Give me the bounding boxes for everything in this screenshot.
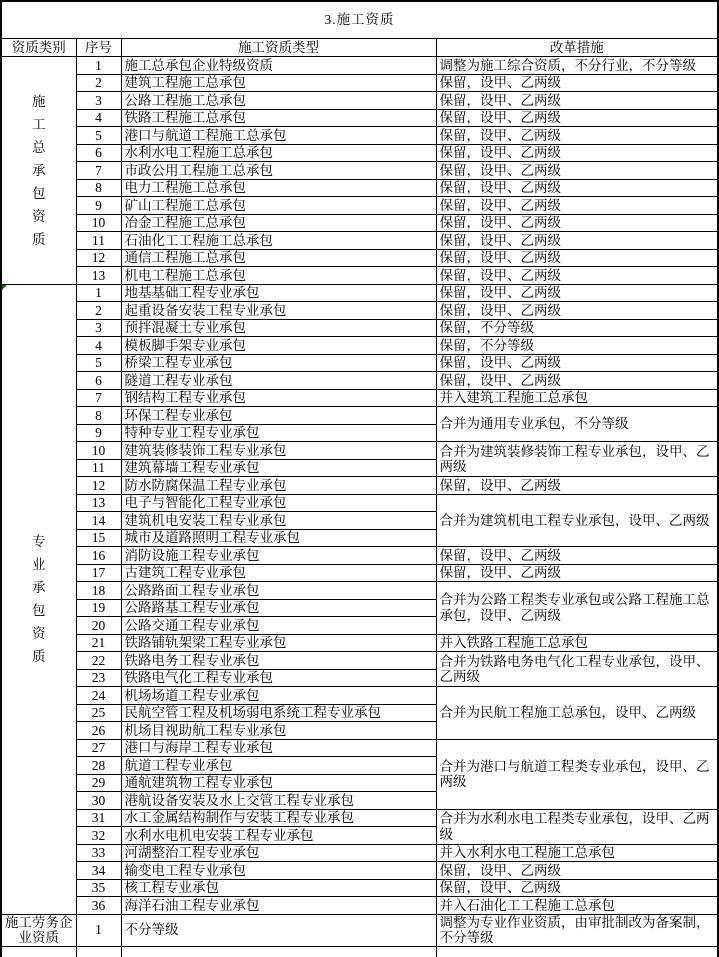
reform-measure-cell: 保留，不分等级 xyxy=(436,337,718,355)
reform-measure-cell: 保留，设甲、乙两级 xyxy=(436,302,718,320)
table-row xyxy=(1,407,718,425)
serial-number-cell: 13 xyxy=(76,267,121,285)
reform-measure-cell: 并入建筑工程施工总承包 xyxy=(436,389,718,407)
serial-number-cell: 22 xyxy=(76,652,121,670)
qualification-type-cell: 民航空管工程及机场弱电系统工程专业承包 xyxy=(121,704,436,722)
qualification-type-cell: 建筑装修装饰工程专业承包 xyxy=(121,442,436,460)
empty-cell xyxy=(76,946,121,957)
table-row xyxy=(1,897,718,915)
reform-measure-cell: 合并为铁路电务电气化工程专业承包，设甲、乙两级 xyxy=(436,652,718,687)
qualification-type-cell: 施工总承包企业特级资质 xyxy=(121,57,436,75)
serial-number-cell: 17 xyxy=(76,564,121,582)
qualification-type-cell: 水利水电工程施工总承包 xyxy=(121,144,436,162)
serial-number-cell: 20 xyxy=(76,617,121,635)
qualification-type-cell: 铁路电务工程专业承包 xyxy=(121,652,436,670)
header-row xyxy=(1,39,718,57)
reform-measure-cell: 保留，设甲、乙两级 xyxy=(436,477,718,495)
category-label: 专业承包资质 xyxy=(31,534,46,664)
category-cell xyxy=(1,914,76,946)
table-row xyxy=(1,179,718,197)
partial-bottom-row xyxy=(1,946,718,957)
reform-measure-cell: 保留，设甲、乙两级 xyxy=(436,92,718,110)
serial-number-cell: 3 xyxy=(76,92,121,110)
serial-number-cell: 16 xyxy=(76,547,121,565)
reform-measure-cell: 保留，设甲、乙两级 xyxy=(436,214,718,232)
table-row xyxy=(1,809,718,827)
serial-number-cell: 30 xyxy=(76,792,121,810)
serial-number-cell: 2 xyxy=(76,302,121,320)
table-row xyxy=(1,582,718,600)
reform-measure-cell: 合并为民航工程施工总承包，设甲、乙两级 xyxy=(436,687,718,740)
qualification-type-cell: 水利水电机电安装工程专业承包 xyxy=(121,827,436,845)
qualification-type-cell: 钢结构工程专业承包 xyxy=(121,389,436,407)
serial-number-cell: 11 xyxy=(76,459,121,477)
serial-number-cell: 23 xyxy=(76,669,121,687)
table-row xyxy=(1,214,718,232)
qualification-type-cell: 公路路基工程专业承包 xyxy=(121,599,436,617)
qualification-type-cell: 河湖整治工程专业承包 xyxy=(121,844,436,862)
serial-number-cell: 6 xyxy=(76,144,121,162)
qualification-type-cell: 港航设备安装及水上交管工程专业承包 xyxy=(121,792,436,810)
column-header-measure: 改革措施 xyxy=(436,39,718,57)
reform-measure-cell: 合并为港口与航道工程类专业承包，设甲、乙两级 xyxy=(436,739,718,809)
reform-measure-cell: 保留，不分等级 xyxy=(436,319,718,337)
reform-measure-cell: 保留，设甲、乙两级 xyxy=(436,564,718,582)
reform-measure-cell: 保留，设甲、乙两级 xyxy=(436,267,718,285)
column-header-serial: 序号 xyxy=(76,39,121,57)
serial-number-cell: 15 xyxy=(76,529,121,547)
table-row xyxy=(1,144,718,162)
table-row xyxy=(1,739,718,757)
reform-measure-cell: 调整为专业作业资质，由审批制改为备案制，不分等级 xyxy=(436,914,718,946)
serial-number-cell: 18 xyxy=(76,582,121,600)
serial-number-cell: 11 xyxy=(76,232,121,250)
column-header-type: 施工资质类型 xyxy=(121,39,436,57)
qualification-type-cell: 铁路工程施工总承包 xyxy=(121,109,436,127)
qualification-type-cell: 公路路面工程专业承包 xyxy=(121,582,436,600)
table-row xyxy=(1,844,718,862)
qualification-type-cell: 桥梁工程专业承包 xyxy=(121,354,436,372)
reform-measure-cell: 保留，设甲、乙两级 xyxy=(436,547,718,565)
serial-number-cell: 13 xyxy=(76,494,121,512)
serial-number-cell: 6 xyxy=(76,372,121,390)
qualification-type-cell: 建筑机电安装工程专业承包 xyxy=(121,512,436,530)
serial-number-cell: 7 xyxy=(76,162,121,180)
table-row xyxy=(1,862,718,880)
serial-number-cell: 19 xyxy=(76,599,121,617)
reform-measure-cell: 保留，设甲、乙两级 xyxy=(436,372,718,390)
qualification-type-cell: 不分等级 xyxy=(121,914,436,946)
table-row xyxy=(1,879,718,897)
table-row xyxy=(1,319,718,337)
qualification-type-cell: 防水防腐保温工程专业承包 xyxy=(121,477,436,495)
table-row xyxy=(1,652,718,670)
reform-measure-cell: 保留，设甲、乙两级 xyxy=(436,74,718,92)
table-row xyxy=(1,372,718,390)
serial-number-cell: 10 xyxy=(76,442,121,460)
reform-measure-cell: 保留，设甲、乙两级 xyxy=(436,179,718,197)
qualification-type-cell: 通信工程施工总承包 xyxy=(121,249,436,267)
table-row xyxy=(1,302,718,320)
qualification-type-cell: 公路交通工程专业承包 xyxy=(121,617,436,635)
serial-number-cell: 1 xyxy=(76,284,121,302)
serial-number-cell: 10 xyxy=(76,214,121,232)
serial-number-cell: 5 xyxy=(76,127,121,145)
qualification-type-cell: 海洋石油工程专业承包 xyxy=(121,897,436,915)
table-row xyxy=(1,477,718,495)
qualification-type-cell: 港口与航道工程施工总承包 xyxy=(121,127,436,145)
serial-number-cell: 28 xyxy=(76,757,121,775)
reform-measure-cell: 保留，设甲、乙两级 xyxy=(436,354,718,372)
table-row xyxy=(1,92,718,110)
reform-measure-cell: 调整为施工综合资质，不分行业，不分等级 xyxy=(436,57,718,75)
reform-measure-cell: 保留，设甲、乙两级 xyxy=(436,109,718,127)
qualification-type-cell: 输变电工程专业承包 xyxy=(121,862,436,880)
category-label: 施工总承包资质 xyxy=(31,93,46,247)
reform-measure-cell: 保留，设甲、乙两级 xyxy=(436,162,718,180)
qualification-type-cell: 建筑幕墙工程专业承包 xyxy=(121,459,436,477)
qualification-type-cell: 铁路铺轨架梁工程专业承包 xyxy=(121,634,436,652)
qualification-type-cell: 特种专业工程专业承包 xyxy=(121,424,436,442)
table-row xyxy=(1,389,718,407)
serial-number-cell: 5 xyxy=(76,354,121,372)
reform-measure-cell: 合并为通用专业承包，不分等级 xyxy=(436,407,718,442)
column-header-category: 资质类别 xyxy=(1,39,76,57)
qualification-type-cell: 环保工程专业承包 xyxy=(121,407,436,425)
qualification-type-cell: 航道工程专业承包 xyxy=(121,757,436,775)
serial-number-cell: 31 xyxy=(76,809,121,827)
qualification-type-cell: 城市及道路照明工程专业承包 xyxy=(121,529,436,547)
table-row xyxy=(1,634,718,652)
reform-measure-cell: 保留，设甲、乙两级 xyxy=(436,232,718,250)
serial-number-cell: 3 xyxy=(76,319,121,337)
table-row xyxy=(1,162,718,180)
qualification-type-cell: 古建筑工程专业承包 xyxy=(121,564,436,582)
category-cell xyxy=(1,57,76,285)
title-row xyxy=(1,1,718,39)
serial-number-cell: 14 xyxy=(76,512,121,530)
qualification-type-cell: 石油化工工程施工总承包 xyxy=(121,232,436,250)
qualification-type-cell: 消防设施工程专业承包 xyxy=(121,547,436,565)
category-label: 施工劳务企业资质 xyxy=(5,915,73,945)
reform-measure-cell: 保留，设甲、乙两级 xyxy=(436,144,718,162)
table-row xyxy=(1,494,718,512)
table-row xyxy=(1,284,718,302)
reform-measure-cell: 保留，设甲、乙两级 xyxy=(436,249,718,267)
qualification-type-cell: 建筑工程施工总承包 xyxy=(121,74,436,92)
reform-measure-cell: 并入铁路工程施工总承包 xyxy=(436,634,718,652)
empty-cell xyxy=(436,946,718,957)
serial-number-cell: 36 xyxy=(76,897,121,915)
serial-number-cell: 21 xyxy=(76,634,121,652)
qualification-type-cell: 模板脚手架专业承包 xyxy=(121,337,436,355)
serial-number-cell: 2 xyxy=(76,74,121,92)
table-row xyxy=(1,232,718,250)
serial-number-cell: 35 xyxy=(76,879,121,897)
serial-number-cell: 26 xyxy=(76,722,121,740)
qualification-type-cell: 港口与海岸工程专业承包 xyxy=(121,739,436,757)
table-row xyxy=(1,337,718,355)
table-row xyxy=(1,74,718,92)
serial-number-cell: 32 xyxy=(76,827,121,845)
serial-number-cell: 4 xyxy=(76,109,121,127)
serial-number-cell: 12 xyxy=(76,477,121,495)
serial-number-cell: 33 xyxy=(76,844,121,862)
qualification-type-cell: 水工金属结构制作与安装工程专业承包 xyxy=(121,809,436,827)
reform-measure-cell: 保留，设甲、乙两级 xyxy=(436,862,718,880)
qualification-type-cell: 核工程专业承包 xyxy=(121,879,436,897)
qualification-type-cell: 隧道工程专业承包 xyxy=(121,372,436,390)
table-row xyxy=(1,564,718,582)
serial-number-cell: 9 xyxy=(76,424,121,442)
serial-number-cell: 12 xyxy=(76,249,121,267)
table-row xyxy=(1,57,718,75)
reform-measure-cell: 合并为建筑机电工程专业承包，设甲、乙两级 xyxy=(436,494,718,547)
category-cell xyxy=(1,284,76,914)
table-row xyxy=(1,197,718,215)
table-row xyxy=(1,249,718,267)
qualification-type-cell: 预拌混凝土专业承包 xyxy=(121,319,436,337)
table-row xyxy=(1,547,718,565)
table-row xyxy=(1,267,718,285)
qualification-type-cell: 起重设备安装工程专业承包 xyxy=(121,302,436,320)
serial-number-cell: 1 xyxy=(76,57,121,75)
reform-measure-cell: 合并为建筑装修装饰工程专业承包，设甲、乙两级 xyxy=(436,442,718,477)
reform-measure-cell: 保留，设甲、乙两级 xyxy=(436,197,718,215)
qualification-type-cell: 公路工程施工总承包 xyxy=(121,92,436,110)
reform-measure-cell: 保留，设甲、乙两级 xyxy=(436,127,718,145)
qualification-table-body xyxy=(1,1,718,957)
serial-number-cell: 25 xyxy=(76,704,121,722)
table-row xyxy=(1,127,718,145)
serial-number-cell: 8 xyxy=(76,407,121,425)
qualification-type-cell: 通航建筑物工程专业承包 xyxy=(121,774,436,792)
table-row xyxy=(1,109,718,127)
serial-number-cell: 4 xyxy=(76,337,121,355)
reform-measure-cell: 并入石油化工工程施工总承包 xyxy=(436,897,718,915)
qualification-type-cell: 电子与智能化工程专业承包 xyxy=(121,494,436,512)
table-title: 3.施工资质 xyxy=(1,1,718,39)
reform-measure-cell: 保留，设甲、乙两级 xyxy=(436,879,718,897)
table-row xyxy=(1,354,718,372)
serial-number-cell: 1 xyxy=(76,914,121,946)
green-corner-flag-icon xyxy=(2,284,8,290)
qualification-type-cell: 机场目视助航工程专业承包 xyxy=(121,722,436,740)
empty-cell xyxy=(121,946,436,957)
serial-number-cell: 9 xyxy=(76,197,121,215)
qualification-type-cell: 铁路电气化工程专业承包 xyxy=(121,669,436,687)
serial-number-cell: 27 xyxy=(76,739,121,757)
qualification-type-cell: 地基基础工程专业承包 xyxy=(121,284,436,302)
qualification-type-cell: 机场场道工程专业承包 xyxy=(121,687,436,705)
reform-measure-cell: 合并为公路工程类专业承包或公路工程施工总承包，设甲、乙两级 xyxy=(436,582,718,635)
reform-measure-cell: 保留，设甲、乙两级 xyxy=(436,284,718,302)
qualification-type-cell: 电力工程施工总承包 xyxy=(121,179,436,197)
qualification-type-cell: 市政公用工程施工总承包 xyxy=(121,162,436,180)
serial-number-cell: 34 xyxy=(76,862,121,880)
table-row xyxy=(1,914,718,946)
reform-measure-cell: 并入水利水电工程施工总承包 xyxy=(436,844,718,862)
reform-measure-cell: 合并为水利水电工程类专业承包，设甲、乙两级 xyxy=(436,809,718,844)
serial-number-cell: 24 xyxy=(76,687,121,705)
serial-number-cell: 29 xyxy=(76,774,121,792)
empty-cell xyxy=(1,946,76,957)
qualification-type-cell: 机电工程施工总承包 xyxy=(121,267,436,285)
serial-number-cell: 8 xyxy=(76,179,121,197)
qualification-type-cell: 冶金工程施工总承包 xyxy=(121,214,436,232)
qualification-type-cell: 矿山工程施工总承包 xyxy=(121,197,436,215)
table-row xyxy=(1,687,718,705)
table-row xyxy=(1,442,718,460)
serial-number-cell: 7 xyxy=(76,389,121,407)
